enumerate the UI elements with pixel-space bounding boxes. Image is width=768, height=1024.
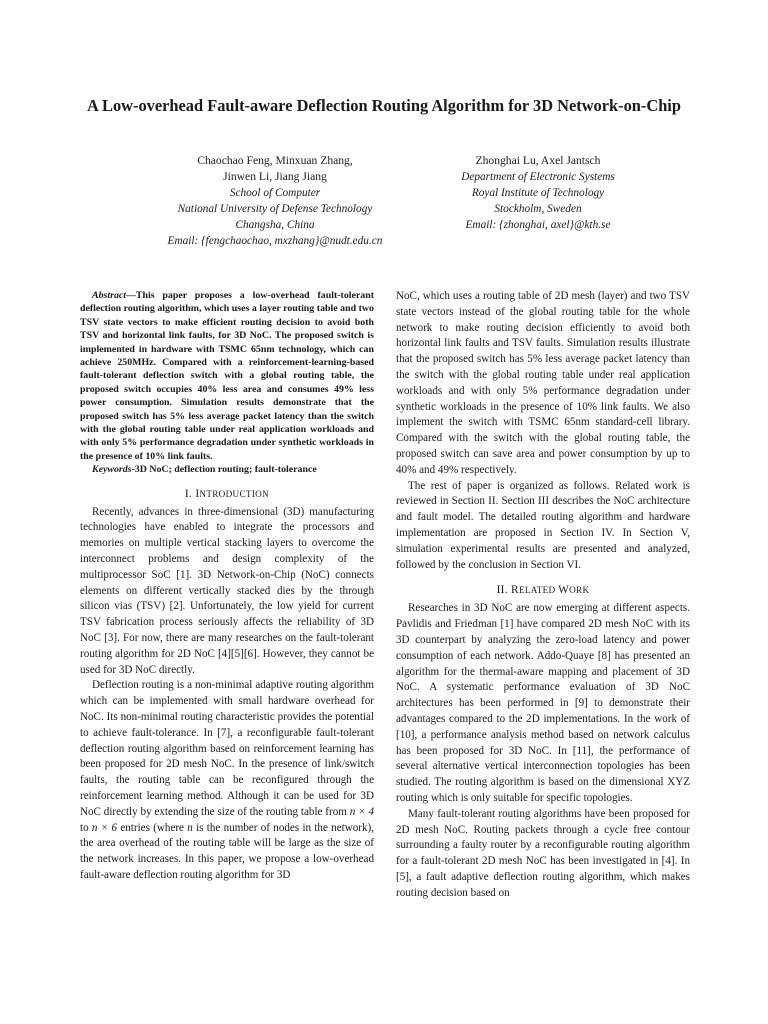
author-department: School of Computer <box>229 187 321 199</box>
author-department: Department of Electronic Systems <box>461 171 615 183</box>
right-column <box>396 289 690 901</box>
author-university: Royal Institute of Technology <box>471 187 605 199</box>
author-city: Stockholm, Sweden <box>494 203 582 215</box>
left-column <box>80 289 374 884</box>
section-heading-rest: ELATED <box>518 585 559 596</box>
keywords-text: -3D NoC; deflection routing; fault-tolerance <box>131 464 317 476</box>
section-heading-initial: I <box>195 487 200 500</box>
section-heading-rest: NTRODUCTION <box>199 488 270 499</box>
related-paragraph-1: Researches in 3D NoC are now emerging at different aspects. Pavlidis and Friedman [1] have compared 2D mesh NoC with its 3D counterpart by analyzing the zero-load latency and power consumption of each network. Addo-Quaye [8] has presented an algorithm for the thermal-aware mapping and placement of 3D NoC. A systematic performance evaluation of 3D NoC architectures has been performed in [9] to demonstrate their advantages compared to the 2D implementations. In the work of [10], a performance analysis method based on network calculus has been proposed for 3D NoC. In [11], the performance of several alternative vertical interconnection topologies has been studied. The routing algorithm is based on the dimensional XYZ routing which is only suitable for specific topologies. <box>396 602 690 804</box>
section-heading-rest: ORK <box>569 585 590 596</box>
related-paragraph-2: Many fault-tolerant routing algorithms have been proposed for 2D mesh NoC. Routing packets through a cycle free contour surrounding a faulty router by a reconfigurable routing algorithm for a fault-tolerant 2D mesh NoC has been investigated in [4]. In [5], a fault adaptive deflection routing algorithm, which makes routing decision based on <box>396 807 690 899</box>
text-run: Deflection routing is a non-minimal adaptive routing algorithm which can be implemented with small hardware overhead for NoC. Its non-minimal routing characteristic provides the potential to achieve fault-tolerance. In [7], a reconfigurable fault-tolerant deflection routing algorithm based on reinforcement learning has been proposed for 2D mesh NoC. In the presence of link/switch faults, the routing table can be reconfigured through the reinforcement learning method. Although it can be used for 3D NoC directly by extending the size of the routing table from <box>80 679 374 818</box>
author-names-line2: Jinwen Li, Jiang Jiang <box>223 170 327 183</box>
author-email: Email: {fengchaochao, mxzhang}@nudt.edu.cn <box>167 235 383 247</box>
section-heading-related-work <box>396 582 690 598</box>
abstract-lead: Abstract <box>92 290 127 301</box>
text-run: is the number of nodes in the network), the area overhead of the routing table will be large as the size of the network increases. In this paper, we propose a low-overhead fault-aware deflection routing algorithm for 3D <box>80 821 375 882</box>
author-city: Changsha, China <box>235 219 315 231</box>
intro-paragraph-1: Recently, advances in three-dimensional (3D) manufacturing technologies have enabled to integrate the processors and memories on multiple vertical stacking layers to overcome the interconnect problems and design complexity of the multiprocessor SoC [1]. 3D Network-on-Chip (NoC) connects elements on different vertically stacked dies by the through silicon vias (TSV) [2]. Unfortunately, the low yield for current TSV fabrication process seriously affects the reliability of 3D NoC [3]. For now, there are many researches on the fault-tolerant routing algorithm for 2D NoC [4][5][6]. However, they cannot be used for 3D NoC directly. <box>80 505 374 676</box>
math-expression: n × 6 <box>91 821 118 834</box>
section-heading-introduction <box>80 486 374 502</box>
author-names-line1: Chaochao Feng, Minxuan Zhang, <box>197 154 353 167</box>
paper-title: A Low-overhead Fault-aware Deflection Routing Algorithm for 3D Network-on-Chip <box>87 96 681 115</box>
intro-paragraph-3: The rest of paper is organized as follows. Related work is reviewed in Section II. Section III describes the NoC architecture and fault model. The detailed routing algorithm and hardware implementation are proposed in Section IV. In Section V, simulation experimental results are presented and analyzed, followed by the conclusion in Section VI. <box>396 479 690 571</box>
text-run: to <box>80 821 92 834</box>
intro-paragraph-2 <box>80 678 374 883</box>
abstract-text: —This paper proposes a low-overhead fault-tolerant deflection routing algorithm, which uses a layer routing table and two TSV state vectors to make efficient routing decision to avoid both TSV and horizontal link faults, for 3D NoC. The proposed switch is implemented in hardware with TSMC 65nm technology, which can achieve 250MHz. Compared with a reinforcement-learning-based fault-tolerant deflection switch with a global routing table, the proposed switch occupies 40% less area and consumes 49% less power consumption. Simulation results demonstrate that the proposed switch has 5% less average packet latency than the switch with the global routing table under real application workloads and with only 5% performance degradation under synthetic workloads in the presence of 10% link faults. <box>80 290 374 462</box>
section-number: I. <box>184 487 196 500</box>
intro-paragraph-2-continued: NoC, which uses a routing table of 2D mesh (layer) and two TSV state vectors instead of the global routing table for the whole network to make routing decision efficiently to avoid both horizontal link faults and TSV faults. Simulation results illustrate that the proposed switch has 5% less average packet latency than the switch with the global routing table under real application workloads and with only 5% performance degradation under synthetic workloads in the presence of 10% link faults. We also implement the switch with TSMC 65nm standard-cell library. Compared with the switch with the global routing table, the proposed switch can save area and power consumption by up to 40% and 49% respectively. <box>396 290 690 476</box>
author-university: National University of Defense Technology <box>177 203 373 215</box>
keywords <box>80 463 374 476</box>
keywords-lead: Keywords <box>92 464 132 476</box>
author-block-left <box>115 153 435 249</box>
math-expression: n <box>187 821 193 834</box>
author-email: Email: {zhonghai, axel}@kth.se <box>465 219 611 231</box>
author-block-right <box>388 153 688 233</box>
section-heading-initial: R <box>511 584 519 597</box>
author-names: Zhonghai Lu, Axel Jantsch <box>475 154 601 167</box>
section-number: II. <box>496 584 512 597</box>
math-expression: n × 4 <box>349 805 375 818</box>
text-run: entries (where <box>117 821 188 834</box>
section-heading-initial: W <box>558 584 570 597</box>
abstract <box>80 289 374 463</box>
